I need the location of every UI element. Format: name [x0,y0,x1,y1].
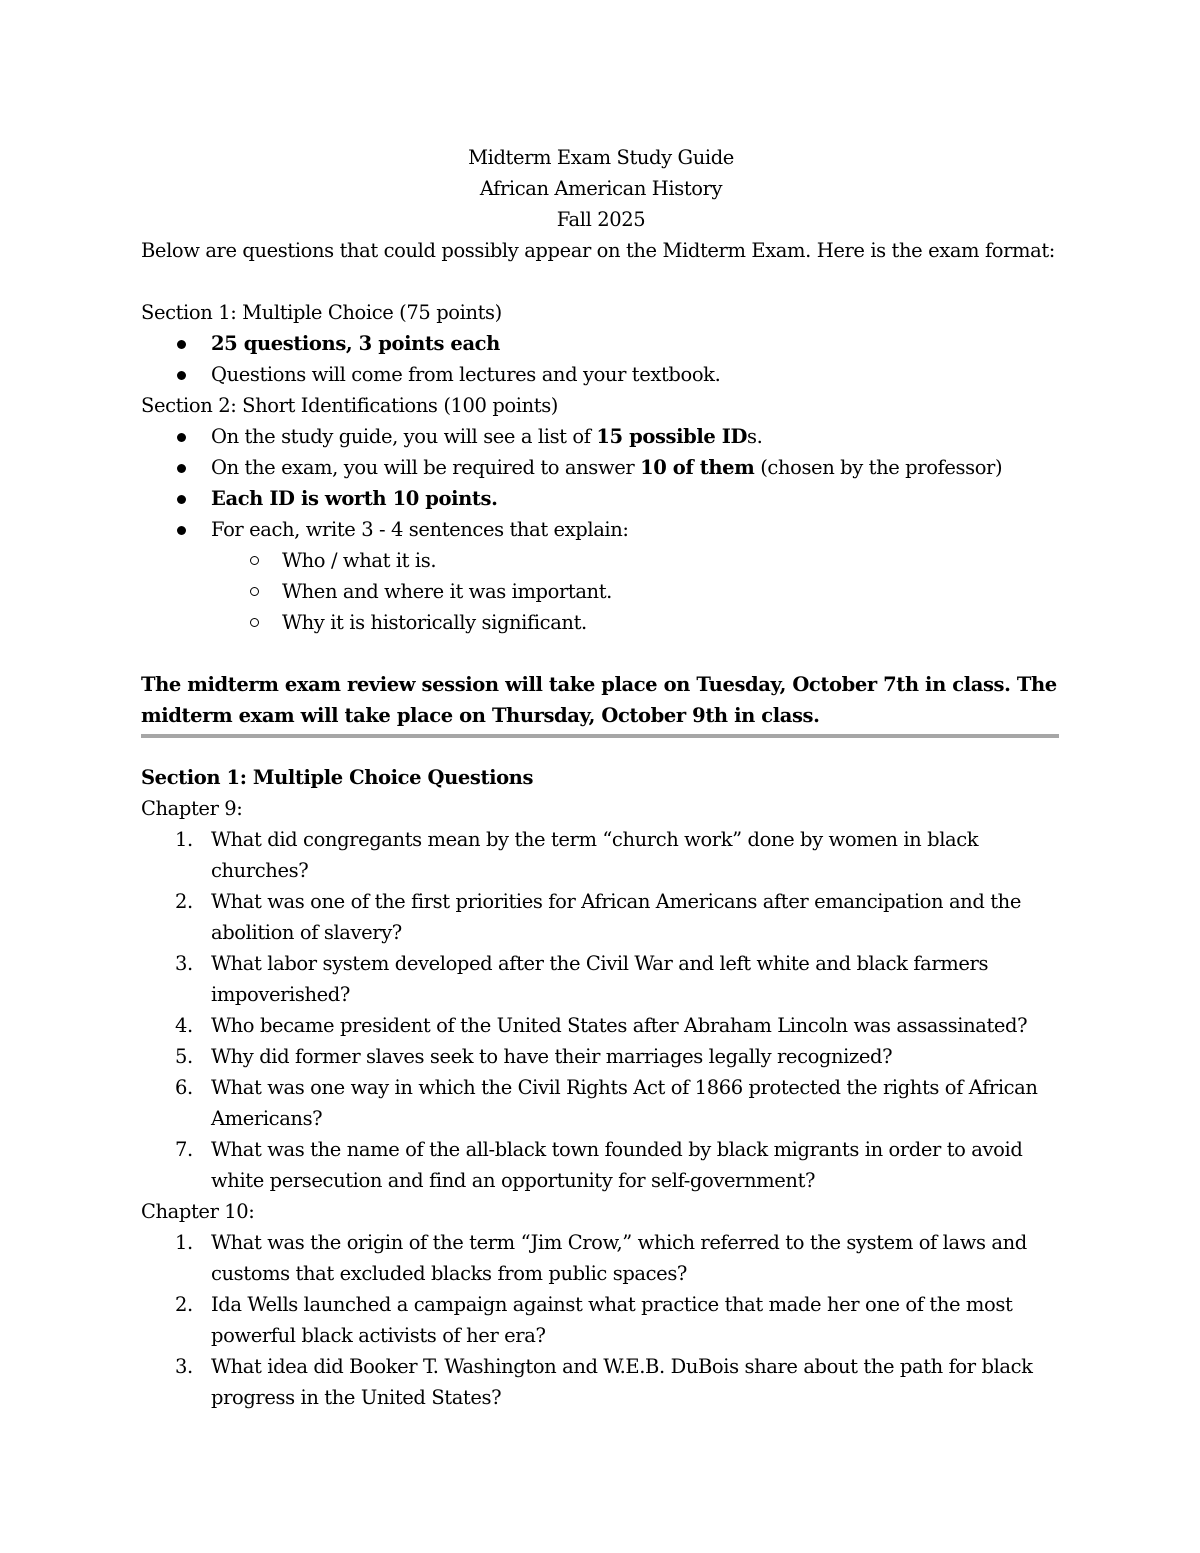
circle-bullet-icon [250,587,259,596]
format-section2-list [141,421,1061,545]
question-item: 2. What was one of the first priorities for African Americans after emancipation and the abolition of slavery? [175,890,1021,944]
question-item: 2. Ida Wells launched a campaign against what practice that made her one of the most powerful black activists of her era? [175,1293,1013,1347]
chapter-10-questions [141,1227,1061,1413]
list-item: 25 questions, 3 points each [141,328,1061,359]
question-item: 3. What idea did Booker T. Washington and W.E.B. DuBois share about the path for black progress in the United States? [175,1355,1033,1409]
question-item: 1. What did congregants mean by the term “church work” done by women in black churches? [175,828,979,882]
bullet-icon [177,340,186,349]
course-name: African American History [479,177,723,200]
bullet-icon [177,495,186,504]
chapter-10-label: Chapter 10: [141,1200,255,1223]
bullet-icon [177,464,186,473]
term: Fall 2025 [556,208,646,231]
list-item: On the study guide, you will see a list of 15 possible IDs. [141,421,1061,452]
format-section1-heading: Section 1: Multiple Choice (75 points) [141,301,502,324]
list-item: On the exam, you will be required to answer 10 of them (chosen by the professor) [141,452,1061,483]
bullet-icon [177,433,186,442]
chapter-9-questions [141,824,1061,1196]
document-content [141,142,1061,1413]
explain-sublist [141,545,1061,638]
format-section1-list [141,328,1061,390]
mc-section-heading: Section 1: Multiple Choice Questions [141,766,534,789]
bullet-icon [177,526,186,535]
sublist-item: When and where it was important. [141,576,1061,607]
question-item: 7. What was the name of the all-black town founded by black migrants in order to avoid white persecution and find an opportunity for self-government? [175,1138,1023,1192]
horizontal-rule [141,734,1059,738]
spacer [141,638,1061,669]
circle-bullet-icon [250,556,259,565]
question-item: 5. Why did former slaves seek to have their marriages legally recognized? [175,1045,893,1068]
circle-bullet-icon [250,618,259,627]
sublist-item: Why it is historically significant. [141,607,1061,638]
notice-line: midterm exam will take place on Thursday, October 9th in class. [141,704,820,727]
question-item: 3. What labor system developed after the Civil War and left white and black farmers impoverished? [175,952,989,1006]
chapter-9-label: Chapter 9: [141,797,243,820]
exam-date-notice [141,669,1061,731]
document-title: Midterm Exam Study Guide [468,146,734,169]
question-item: 4. Who became president of the United States after Abraham Lincoln was assassinated? [175,1014,1028,1037]
bullet-icon [177,371,186,380]
sublist-item: Who / what it is. [141,545,1061,576]
intro-text: Below are questions that could possibly appear on the Midterm Exam. Here is the exam format: [141,239,1055,262]
format-section2-heading: Section 2: Short Identifications (100 points) [141,394,559,417]
question-item: 6. What was one way in which the Civil Rights Act of 1866 protected the rights of African Americans? [175,1076,1038,1130]
list-item: For each, write 3 - 4 sentences that explain: [141,514,1061,545]
notice-line: The midterm exam review session will take place on Tuesday, October 7th in class. The [141,673,1057,696]
question-item: 1. What was the origin of the term “Jim Crow,” which referred to the system of laws and customs that excluded blacks from public spaces? [175,1231,1027,1285]
list-item: Each ID is worth 10 points. [141,483,1061,514]
spacer [141,266,1061,297]
list-item: Questions will come from lectures and your textbook. [141,359,1061,390]
